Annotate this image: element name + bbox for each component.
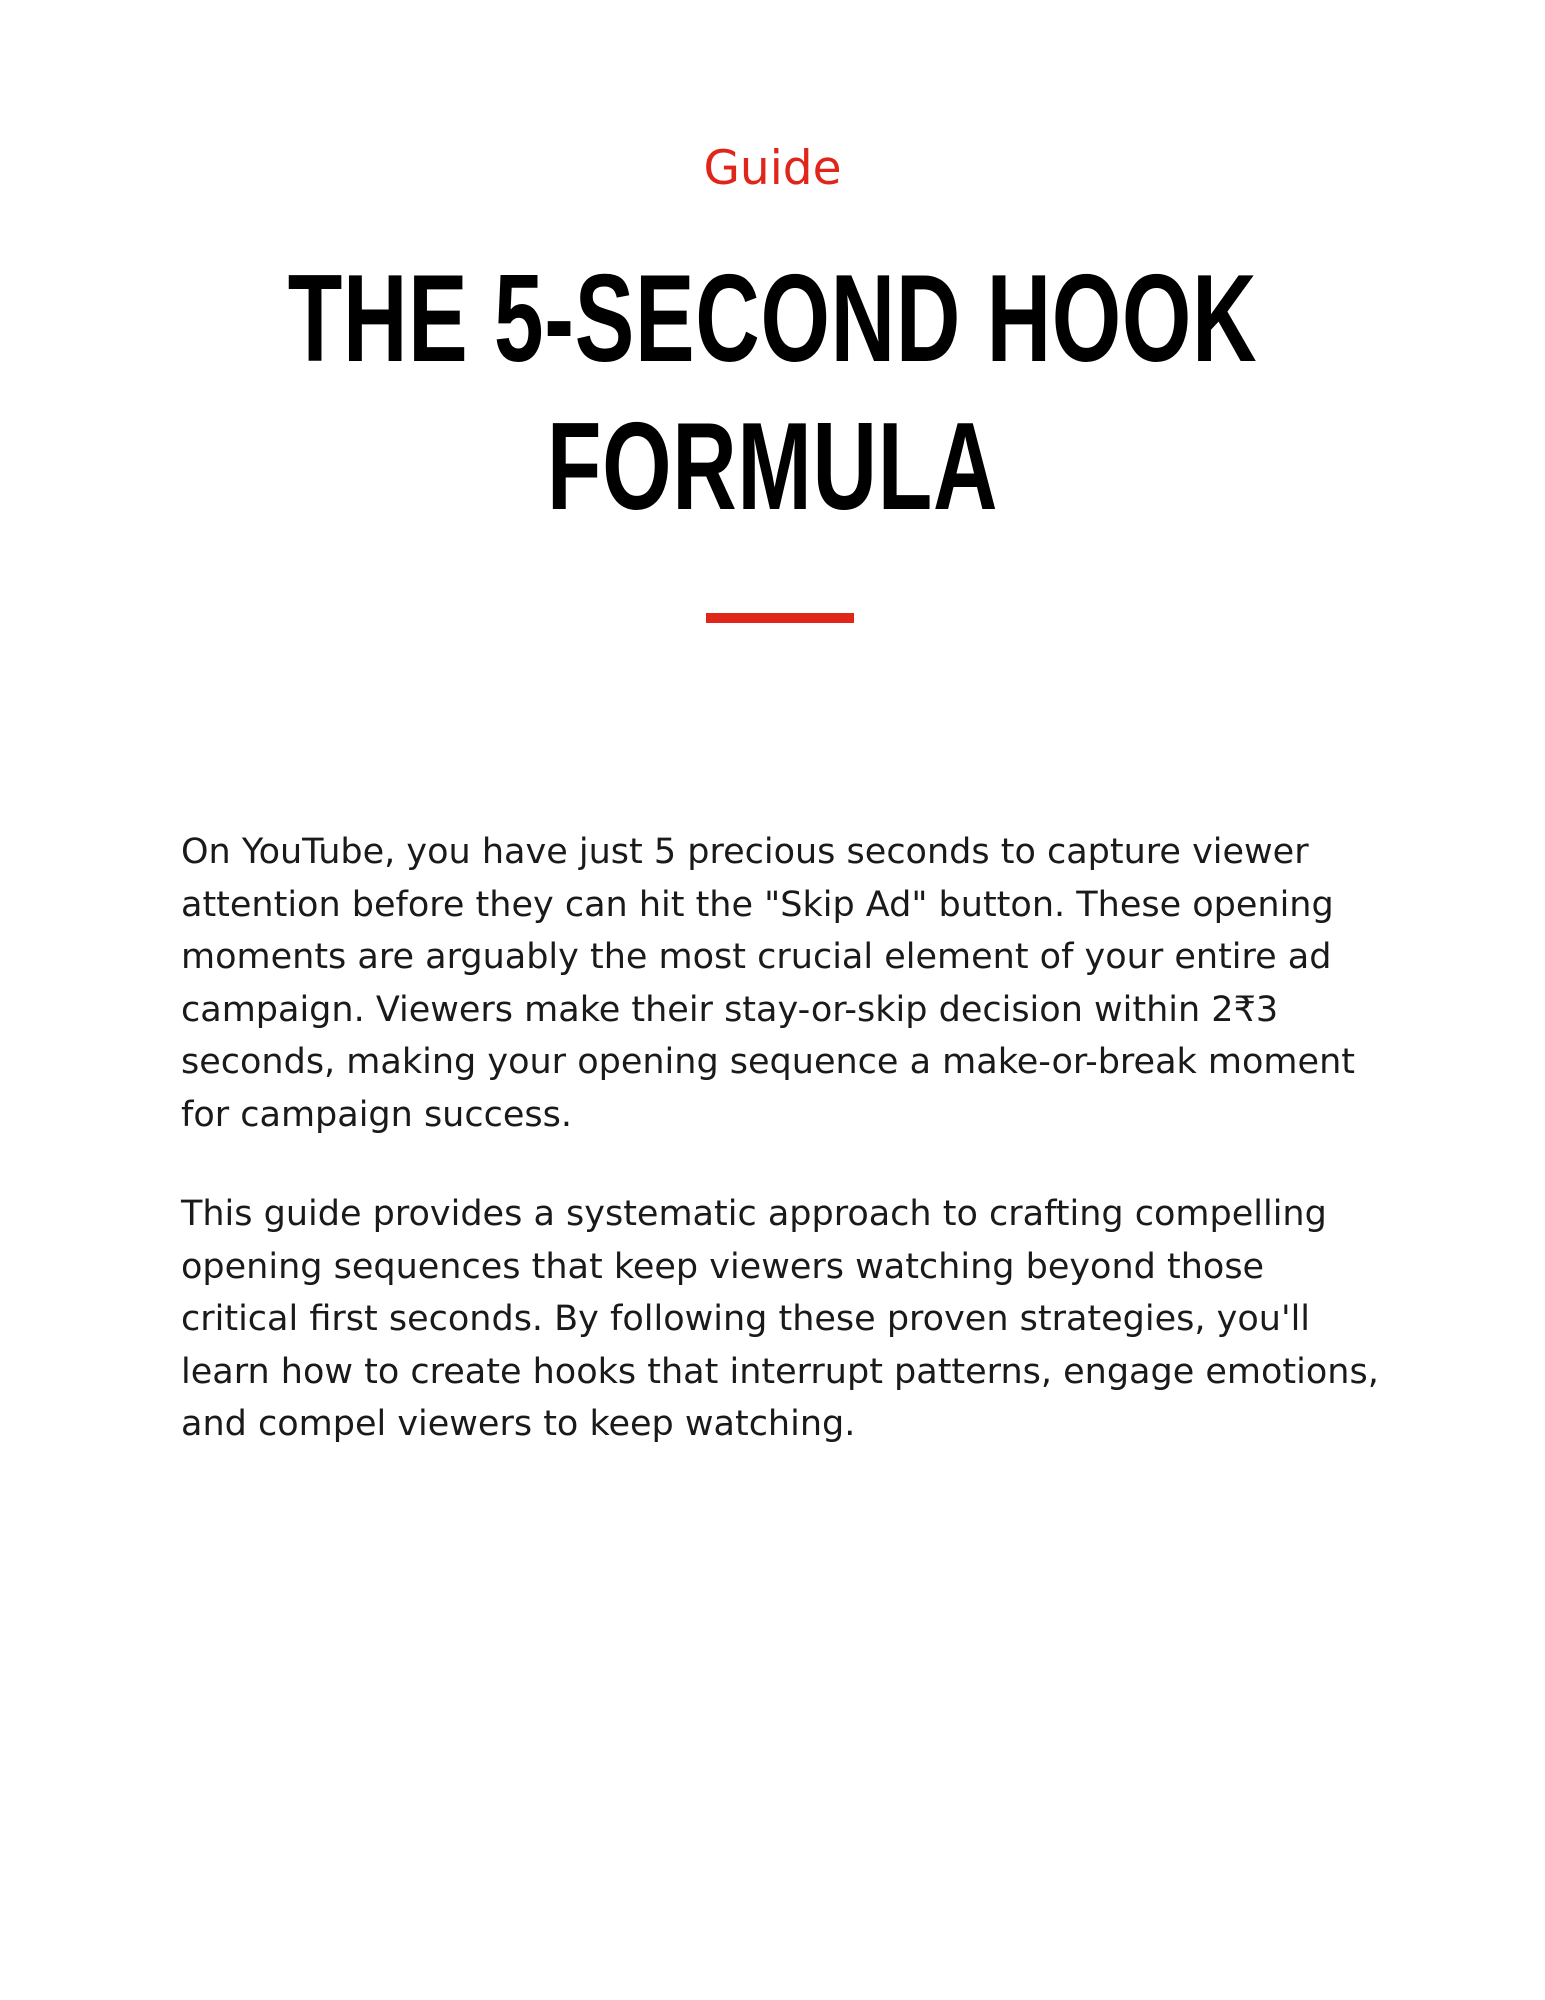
eyebrow-label: Guide	[703, 141, 842, 196]
page-title: THE 5-SECOND HOOK FORMULA	[287, 250, 1258, 536]
guide-paragraph: This guide provides a systematic approach to crafting compelling opening sequences that keep viewers watching beyond those critical first seconds. By following these proven strategies, you'll learn how to create hooks that interrupt patterns, engage emotions, and compel viewers to keep watching.	[181, 1194, 1379, 1444]
title-divider	[706, 613, 854, 623]
intro-paragraph: On YouTube, you have just 5 precious seconds to capture viewer attention before they can hit the "Skip Ad" button. These opening moments are arguably the most crucial element of your entire ad campaign. Viewers make their stay-or-skip decision within 2₹3 seconds, making your opening sequence a make-or-break moment for campaign success.	[181, 832, 1355, 1135]
